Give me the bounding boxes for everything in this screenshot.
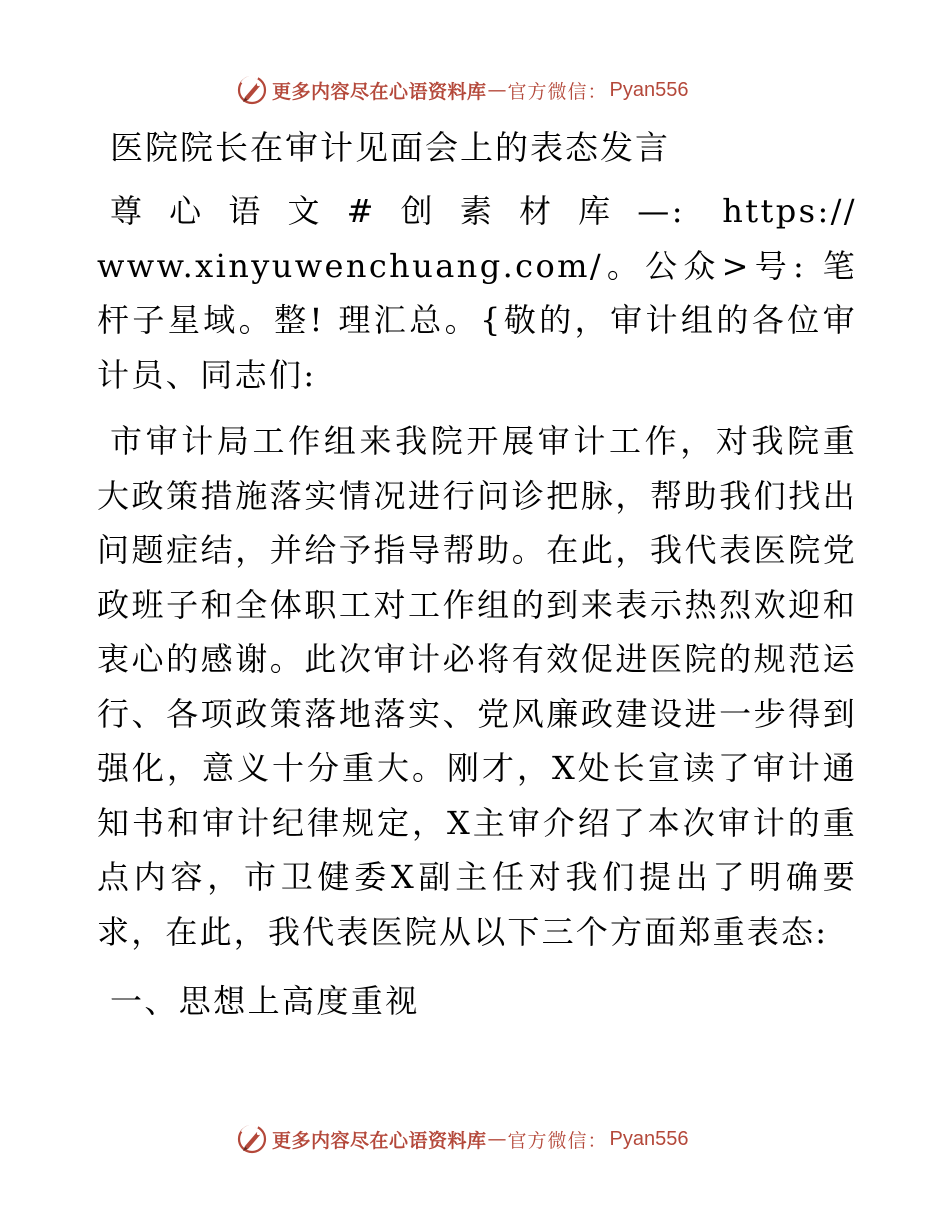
banner-dash: — — [487, 79, 507, 101]
banner-brand-text: 更多内容尽在心语资料库 — [272, 80, 487, 103]
banner-wechat-label: 官方微信： — [507, 80, 608, 103]
pen-circle-logo-icon — [236, 74, 268, 106]
banner-wechat-id: Pyan556 — [609, 1127, 689, 1150]
banner-dash: — — [487, 1128, 507, 1150]
banner-wechat-label: 官方微信： — [507, 1129, 608, 1152]
document-body — [97, 120, 857, 1029]
banner-wechat-id: Pyan556 — [609, 78, 689, 101]
intro-paragraph: 尊心语文#创素材库—: https:// www.xinyuwenchuang.com/。公众>号: 笔杆子星域。整! 理汇总。{敬的，审计组的各位审计员、同志们: — [97, 192, 857, 394]
pen-circle-logo-icon — [236, 1123, 268, 1155]
body-paragraph: 市审计局工作组来我院开展审计工作，对我院重大政策措施落实情况进行问诊把脉，帮助我们找出问题症结，并给予指导帮助。在此，我代表医院党政班子和全体职工对工作组的到来表示热烈欢迎和衷心的感谢。此次审计必将有效促进医院的规范运行、各项政策落地落实、党风廉政建设进一步得到强化，意义十分重大。刚才，X处长宣读了审计通知书和审计纪律规定，X主审介绍了本次审计的重点内容，市卫健委X副主任对我们提出了明确要求，在此，我代表医院从以下三个方面郑重表态: — [97, 422, 857, 951]
header-banner — [236, 73, 716, 107]
banner-brand-text: 更多内容尽在心语资料库 — [272, 1129, 487, 1152]
document-title: 医院院长在审计见面会上的表态发言 — [110, 128, 670, 167]
section-heading: 一、思想上高度重视 — [110, 982, 420, 1020]
footer-banner — [236, 1122, 716, 1156]
